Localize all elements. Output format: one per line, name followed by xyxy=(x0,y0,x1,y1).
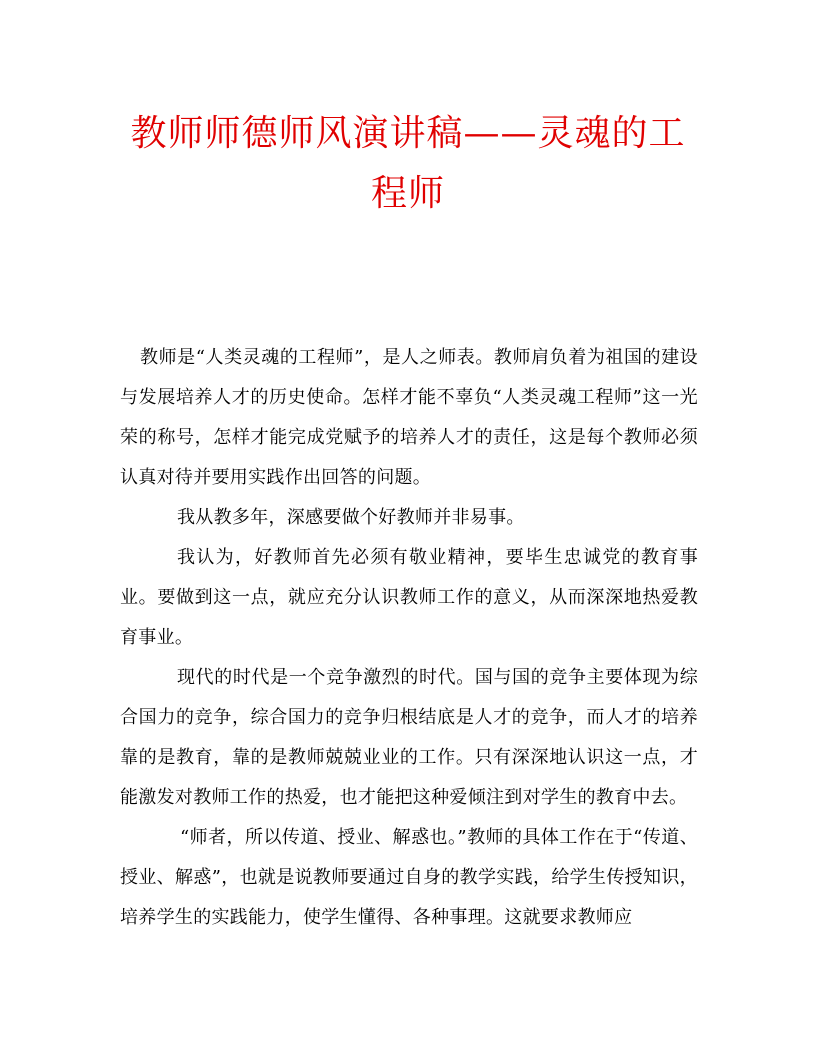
paragraph-2: 我从教多年，深感要做个好教师并非易事。 xyxy=(177,507,525,528)
paragraph-3: 我认为，好教师首先必须有敬业精神，要毕生忠诚党的教育事业。要做到这一点，就应充分认识教师工作的意义，从而深深地热爱教育事业。 xyxy=(120,547,698,648)
paragraph-4: 现代的时代是一个竞争激烈的时代。国与国的竞争主要体现为综合国力的竞争，综合国力的竞争归根结底是人才的竞争，而人才的培养靠的是教育，靠的是教师兢兢业业的工作。只有深深地认识这一点，才能激发对教师工作的热爱，也才能把这种爱倾注到对学生的教育中去。 xyxy=(120,667,698,808)
paragraph-1: 教师是“人类灵魂的工程师”，是人之师表。教师肩负着为祖国的建设与发展培养人才的历史使命。怎样才能不辜负“人类灵魂工程师”这一光荣的称号，怎样才能完成党赋予的培养人才的责任，这是每个教师必须认真对待并要用实践作出回答的问题。 xyxy=(120,347,698,488)
paragraph-5: “师者，所以传道、授业、解惑也。”教师的具体工作在于“传道、授业、解惑”，也就是说教师要通过自身的教学实践，给学生传授知识，培养学生的实践能力，使学生懂得、各种事理。这就要求教师应 xyxy=(120,827,698,928)
document-title: 教师师德师风演讲稿——灵魂的工程师 xyxy=(130,113,686,214)
document-body xyxy=(120,338,698,938)
